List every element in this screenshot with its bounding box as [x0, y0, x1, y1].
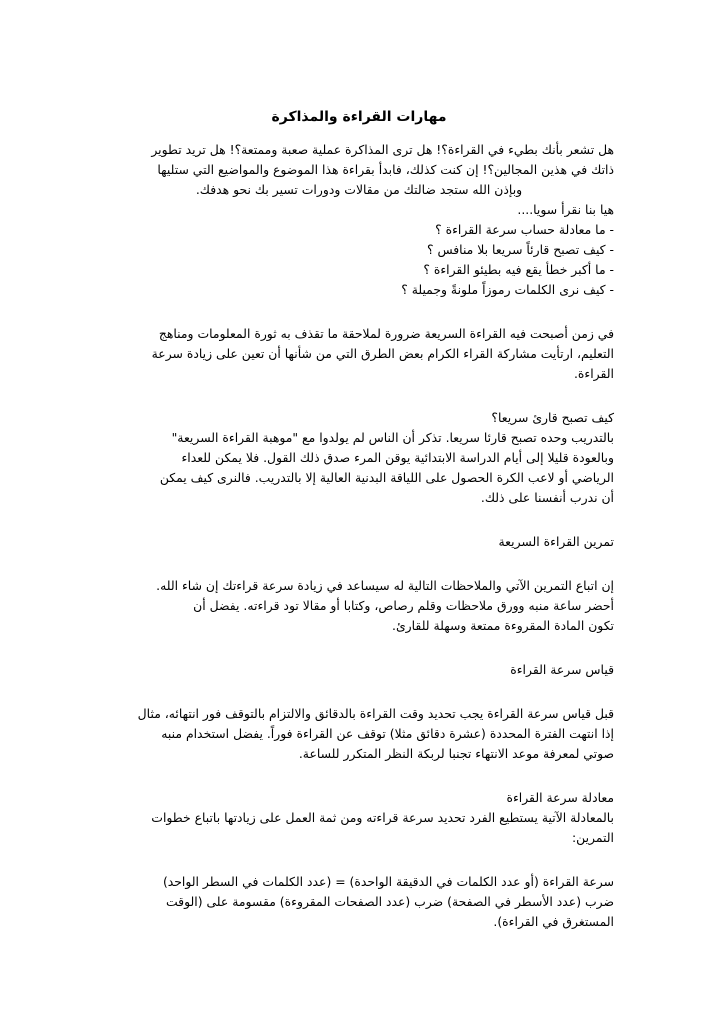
formula-line: سرعة القراءة (أو عدد الكلمات في الدقيقة الواحدة) = (عدد الكلمات في السطر الواحد)	[162, 874, 614, 889]
measure-paragraph	[104, 704, 614, 764]
section-heading-exercise: تمرين القراءة السريعة	[498, 534, 614, 549]
spacer	[104, 384, 614, 408]
section-heading-fast-reader: كيف تصبح قارئ سريعا؟	[491, 410, 614, 425]
section-heading-equation: معادلة سرعة القراءة	[506, 790, 614, 805]
fast-reader-paragraph	[104, 428, 614, 508]
intro-paragraph	[104, 140, 614, 300]
exercise-paragraph	[104, 576, 614, 636]
paragraph-line: بالمعادلة الآتية يستطيع الفرد تحديد سرعة قراءته ومن ثمة العمل على زيادتها باتباع خطوات	[151, 810, 614, 825]
question-item: - كيف تصبح قارئاً سريعا بلا منافس ؟	[426, 242, 614, 257]
question-item: - ما معادلة حساب سرعة القراءة ؟	[435, 222, 614, 237]
paragraph-line: بالتدريب وحده تصبح قارئا سريعا. تذكر أن الناس لم يولدوا مع "موهبة القراءة السريعة"	[171, 430, 614, 445]
section-heading-measure: قياس سرعة القراءة	[510, 662, 614, 677]
paragraph-line: القراءة.	[573, 366, 614, 381]
spacer	[104, 764, 614, 788]
question-item: - ما أكبر خطأ يقع فيه بطيئو القراءة ؟	[423, 262, 614, 277]
intro-line: هيا بنا نقرأ سويا....	[517, 202, 614, 217]
formula-line: ضرب (عدد الأسطر في الصفحة) ضرب (عدد الصفحات المقروءة) مقسومة على (الوقت	[165, 894, 614, 909]
spacer	[104, 300, 614, 324]
context-paragraph	[104, 324, 614, 384]
intro-line: وبإذن الله ستجد ضالتك من مقالات ودورات تسير بك نحو هدفك.	[195, 182, 523, 197]
paragraph-line: التعليم، ارتأيت مشاركة القراء الكرام بعض الطرق التي من شأنها أن تعين على زيادة سرعة	[151, 346, 614, 361]
equation-paragraph	[104, 808, 614, 848]
formula-line: المستغرق في القراءة).	[493, 914, 614, 929]
paragraph-line: تكون المادة المقروءة ممتعة وسهلة للقارئ.	[392, 618, 614, 633]
spacer	[104, 636, 614, 660]
spacer	[104, 848, 614, 872]
spacer	[104, 508, 614, 532]
intro-line: هل تشعر بأنك بطيء في القراءة؟! هل ترى المذاكرة عملية صعبة وممتعة؟! هل تريد تطوير	[151, 142, 614, 157]
paragraph-line: أن ندرب أنفسنا على ذلك.	[480, 490, 614, 505]
question-item: - كيف نرى الكلمات رموزاً ملونةً وجميلة ؟	[401, 282, 614, 297]
paragraph-line: قبل قياس سرعة القراءة يجب تحديد وقت القراءة بالدقائق والالتزام بالتوقف فور انتهائه، مثال	[137, 706, 614, 721]
paragraph-line: صوتي لمعرفة موعد الانتهاء تجنبا لربكة النظر المتكرر للساعة.	[298, 746, 614, 761]
paragraph-line: إن اتباع التمرين الآتي والملاحظات التالية له سيساعد في زيادة سرعة قراءتك إن شاء الله.	[156, 578, 614, 593]
paragraph-line: أحضر ساعة منبه وورق ملاحظات وقلم رصاص، وكتابا أو مقالا تود قراءته. يفضل أن	[193, 598, 614, 613]
page-title: مهارات القراءة والمذاكرة	[271, 109, 447, 125]
spacer	[104, 552, 614, 576]
paragraph-line: التمرين:	[571, 830, 614, 845]
paragraph-line: الرياضي أو لاعب الكرة الحصول على اللياقة البدنية العالية إلا بالتدريب. فالنرى كيف يمكن	[159, 470, 614, 485]
intro-line: ذاتك في هذين المجالين؟! إن كنت كذلك، فابدأ بقراءة هذا الموضوع والمواضيع التي ستليها	[157, 162, 614, 177]
spacer	[104, 680, 614, 704]
paragraph-line: وبالعودة قليلا إلى أيام الدراسة الابتدائية يوقن المرء صدق ذلك القول. فلا يمكن للعداء	[181, 450, 614, 465]
paragraph-line: في زمن أصبحت فيه القراءة السريعة ضرورة لملاحقة ما تقذف به ثورة المعلومات ومناهج	[158, 326, 614, 341]
paragraph-line: إذا انتهت الفترة المحددة (عشرة دقائق مثلا) توقف عن القراءة فوراً. يفضل استخدام منبه	[161, 726, 614, 741]
formula-paragraph	[104, 872, 614, 932]
